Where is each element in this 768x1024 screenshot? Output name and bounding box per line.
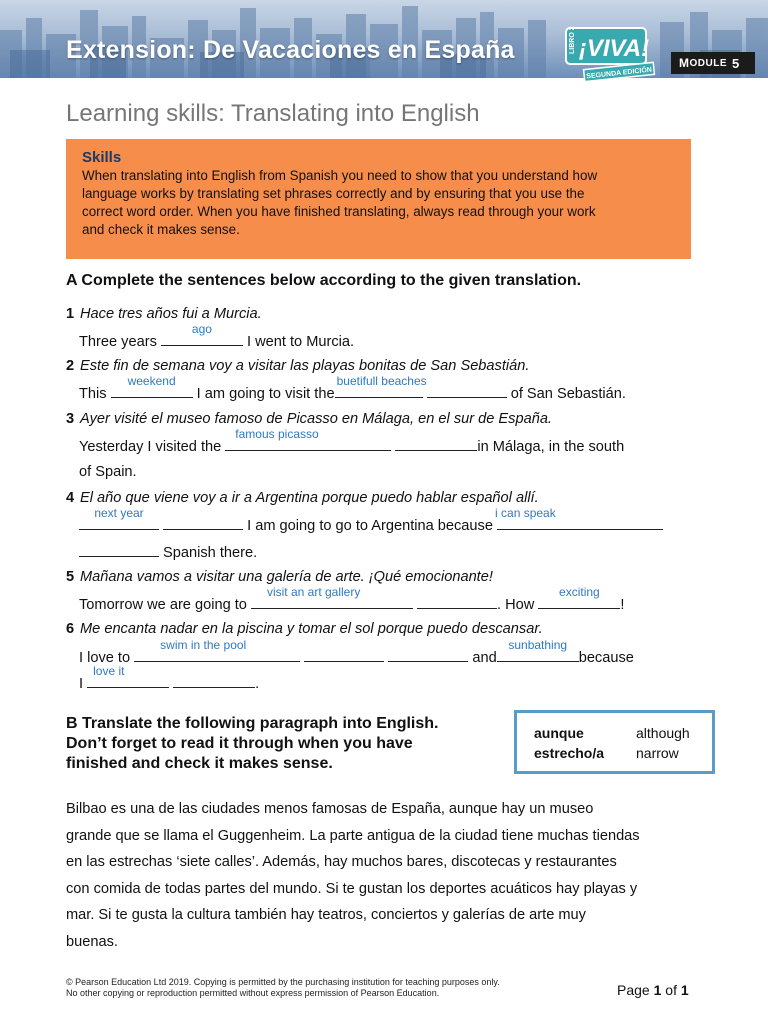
item-1-english: Three years ago I went to Murcia.: [79, 322, 355, 350]
answer-blank[interactable]: [173, 674, 255, 688]
skills-line: language works by translating set phrases correctly and by ensuring that you use the: [82, 186, 585, 201]
handwritten-answer: swim in the pool: [160, 638, 247, 652]
skills-title: Skills: [82, 149, 122, 166]
item-6-spanish: 6 Me encanta nadar en la piscina y tomar el sol porque puedo descansar.: [66, 621, 543, 637]
handwritten-answer: famous picasso: [235, 427, 319, 441]
handwritten-answer: ago: [191, 322, 212, 336]
section-b-heading: B Translate the following paragraph into English. Don’t forget to read it through when you have finished and check it makes sense.: [66, 715, 439, 772]
vocab-spanish: aunque: [534, 725, 584, 741]
module-label-rest: ODULE: [689, 57, 727, 69]
item-1-spanish: 1 Hace tres años fui a Murcia.: [66, 306, 262, 322]
item-4-english: next year I am going to go to Argentina because i can speak: [79, 516, 663, 534]
viva-logo: [562, 24, 658, 82]
answer-blank[interactable]: [497, 638, 579, 662]
answer-blank[interactable]: [87, 664, 169, 688]
answer-blank[interactable]: [161, 322, 243, 346]
module-number: 5: [732, 55, 740, 71]
item-6-english: I love to swim in the pool and sunbathing because: [79, 638, 634, 666]
vocab-english: although: [636, 725, 690, 741]
page-subtitle: Learning skills: Translating into English: [66, 100, 480, 127]
answer-blank[interactable]: [388, 648, 468, 662]
logo-edition-text: SEGUNDA EDICIÓN: [586, 66, 653, 81]
skills-line: and check it makes sense.: [82, 222, 240, 237]
handwritten-answer: love it: [93, 664, 125, 678]
module-label-first: M: [679, 56, 690, 70]
answer-blank[interactable]: [577, 516, 663, 530]
handwritten-answer: i can speak: [495, 506, 556, 520]
item-2-spanish: 2 Este fin de semana voy a visitar las playas bonitas de San Sebastián.: [66, 358, 530, 374]
item-6-english-line2: I love it .: [79, 664, 260, 692]
handwritten-answer: buetifull beaches: [336, 374, 427, 388]
answer-blank[interactable]: [251, 585, 361, 609]
skills-line: When translating into English from Spanish you need to show that you understand how: [82, 168, 598, 183]
answer-blank[interactable]: [304, 648, 384, 662]
answer-blank[interactable]: [495, 506, 577, 530]
item-3-spanish: 3 Ayer visité el museo famoso de Picasso en Málaga, en el sur de España.: [66, 411, 552, 427]
answer-blank[interactable]: [309, 437, 391, 451]
answer-blank[interactable]: [427, 384, 507, 398]
skills-box: [66, 139, 691, 259]
handwritten-answer: weekend: [127, 374, 176, 388]
item-5-english: Tomorrow we are going to visit an art gallery . How exciting !: [79, 585, 625, 613]
item-4-english-line2: Spanish there.: [79, 543, 257, 561]
answer-blank[interactable]: [395, 437, 477, 451]
vocab-row: [534, 723, 712, 743]
translation-paragraph: Bilbao es una de las ciudades menos famosas de España, aunque hay un museo grande que se llama el Guggenheim. La parte antigua de la ciudad tiene muchas tiendas en las estrechas ‘siete calles’. Además, hay muchos bares, discotecas y restaurantes con comida de todas partes del mundo. Si te gustan los deportes acuáticos hay playas y mar. Si te gusta la cultura también hay teatros, conciertos y galerías de arte muy buenas.: [66, 801, 640, 950]
item-2-english: This weekend I am going to visit the buetifull beaches of San Sebastián.: [79, 374, 626, 402]
worksheet-title: Extension: De Vacaciones en España: [66, 36, 515, 64]
answer-blank[interactable]: [134, 638, 247, 662]
copyright-notice: © Pearson Education Ltd 2019. Copying is permitted by the purchasing institution for teaching purposes only. No other copying or reproduction permitted without express permission of Pearson Education.: [66, 977, 500, 998]
module-badge: [671, 52, 755, 74]
item-4-spanish: 4 El año que viene voy a ir a Argentina porque puedo hablar español allí.: [66, 490, 539, 506]
handwritten-answer: next year: [94, 506, 144, 520]
section-a-heading: A Complete the sentences below according to the given translation.: [66, 272, 582, 289]
answer-blank[interactable]: [225, 427, 319, 451]
vocab-box: [514, 710, 715, 774]
logo-viva-text: ¡VIVA!: [578, 35, 650, 62]
answer-blank[interactable]: [333, 595, 413, 609]
item-3-english-line2: of Spain.: [79, 464, 137, 480]
item-5-spanish: 5 Mañana vamos a visitar una galería de arte. ¡Qué emocionante!: [66, 569, 493, 585]
answer-blank[interactable]: [163, 516, 243, 530]
logo-libro-text: LIBRO 2: [569, 26, 576, 54]
vocab-spanish: estrecho/a: [534, 745, 605, 761]
handwritten-answer: sunbathing: [508, 638, 568, 652]
answer-blank[interactable]: [79, 543, 159, 557]
answer-blank[interactable]: [218, 648, 300, 662]
vocab-row: [534, 743, 712, 763]
handwritten-answer: exciting: [559, 585, 600, 599]
answer-blank[interactable]: [417, 595, 497, 609]
answer-blank[interactable]: [79, 506, 159, 530]
answer-blank[interactable]: [111, 374, 193, 398]
answer-blank[interactable]: [335, 374, 427, 398]
page-number: Page 1 of 1: [617, 982, 689, 998]
handwritten-answer: visit an art gallery: [266, 585, 361, 599]
vocab-english: narrow: [636, 745, 679, 761]
skills-body: [82, 167, 675, 239]
item-3-english: Yesterday I visited the famous picasso in Málaga, in the south: [79, 427, 625, 455]
skills-line: correct word order. When you have finished translating, always read through your work: [82, 204, 596, 219]
answer-blank[interactable]: [538, 585, 620, 609]
